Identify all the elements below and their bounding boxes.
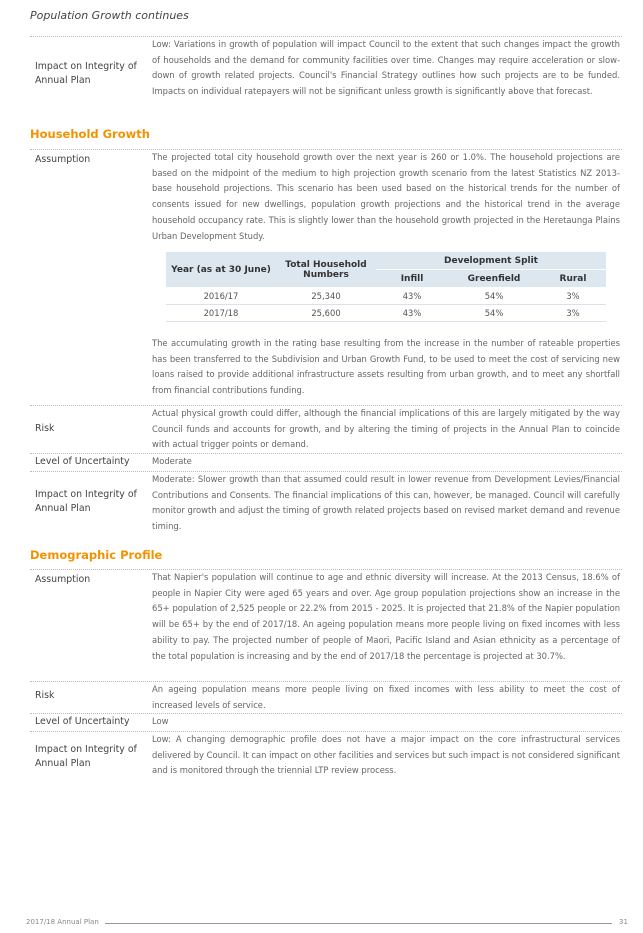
household-impact-row bbox=[30, 471, 622, 538]
demographic-risk-label: Risk bbox=[35, 690, 55, 701]
household-risk-label: Risk bbox=[35, 423, 55, 434]
population-impact-text: Low: Variations in growth of population will impact Council to the extent that such changes impact the growth of households and the demand for community facilities over time. Changes may require acceleration or slow-down of growth related projects. Council's Financial Strategy outlines how such projects are to be funded. Impacts on individual ratepayers will not be significant unless growth is significantly above that forecast. bbox=[152, 39, 620, 97]
cell-year: 2016/17 bbox=[166, 288, 276, 305]
demographic-risk-text: An ageing population means more people living on fixed incomes with less ability to meet the cost of increased levels of service. bbox=[152, 684, 620, 710]
cell-greenfield: 54% bbox=[448, 288, 540, 305]
demographic-profile-title: Demographic Profile bbox=[30, 548, 163, 562]
continues-title: Population Growth continues bbox=[30, 9, 189, 22]
household-impact-text: Moderate: Slower growth than that assumed could result in lower revenue from Development Levies/Financial Contributions and Consents. The financial implications of this can, however, be managed. Council will carefully monitor growth and adjust the timing of growth related projects based on revised market demand and revenue timing. bbox=[152, 474, 620, 532]
demographic-assumption-label: Assumption bbox=[35, 574, 91, 585]
footer-document-name: 2017/18 Annual Plan bbox=[26, 918, 99, 926]
household-uncertainty-text: Moderate bbox=[152, 456, 192, 466]
col-rural-header: Rural bbox=[540, 270, 606, 288]
col-infill-header: Infill bbox=[376, 270, 448, 288]
cell-greenfield: 54% bbox=[448, 305, 540, 322]
household-after-table-text: The accumulating growth in the rating base resulting from the increase in the number of rateable properties has been transferred to the Subdivision and Urban Growth Fund, to be used to meet the cost of servicing new loans raised to provide additional infrastructure assets resulting from urban growth, and to meet any shortfall from financial contributions funding. bbox=[152, 338, 620, 396]
demographic-assumption-text: That Napier's population will continue to age and ethnic diversity will increase. At the 2013 Census, 18.6% of people in Napier City were aged 65 years and over. Age group population projections show an increase in the 65+ population of 2,525 people or 22.2% from 2015 - 2025. It is projected that 21.8% of the Napier population will be 65+ by the end of 2017/18. An ageing population means more people living on fixed incomes with less ability to pay. The projected number of people of Maori, Pacific Island and Asian ethnicity as a percentage of the total population is increasing and by the end of 2017/18 the percentage is projected at 30.7%. bbox=[152, 572, 620, 661]
household-growth-title: Household Growth bbox=[30, 127, 150, 141]
household-uncertainty-label: Level of Uncertainty bbox=[35, 456, 130, 467]
demographic-uncertainty-text: Low bbox=[152, 716, 169, 726]
demographic-assumption-row bbox=[30, 569, 622, 682]
col-total-header: Total Household Numbers bbox=[276, 252, 376, 288]
cell-total: 25,340 bbox=[276, 288, 376, 305]
table-row bbox=[166, 305, 606, 322]
col-greenfield-header: Greenfield bbox=[448, 270, 540, 288]
page-number: 31 bbox=[619, 918, 628, 926]
household-risk-row bbox=[30, 405, 622, 454]
household-risk-text: Actual physical growth could differ, although the financial implications of this are largely mitigated by the way Council funds and accounts for growth, and by altering the timing of projects in the Annual Plan to coincide with actual trigger points or demand. bbox=[152, 408, 620, 450]
population-impact-row bbox=[30, 36, 622, 123]
demographic-uncertainty-row bbox=[30, 713, 622, 732]
cell-year: 2017/18 bbox=[166, 305, 276, 322]
household-assumption-text: The projected total city household growth over the next year is 260 or 1.0%. The household projections are based on the midpoint of the medium to high projection growth scenario from the latest Statistics NZ 2013-base household projections. This scenario has been used based on the historical trends for the number of consents issued for new dwellings, population growth projections and the historical trend in the average household occupancy rate. This is slightly lower than the household growth projected in the Heretaunga Plains Urban Development Study. bbox=[152, 152, 620, 241]
cell-infill: 43% bbox=[376, 305, 448, 322]
cell-total: 25,600 bbox=[276, 305, 376, 322]
demographic-uncertainty-label: Level of Uncertainty bbox=[35, 716, 130, 727]
household-impact-label: Impact on Integrity of Annual Plan bbox=[35, 489, 137, 514]
household-projection-table bbox=[166, 252, 606, 322]
cell-infill: 43% bbox=[376, 288, 448, 305]
demographic-impact-text: Low: A changing demographic profile does not have a major impact on the core infrastructural services delivered by Council. It can impact on other facilities and services but such impact is not considered significant and is monitored through the triennial LTP review process. bbox=[152, 734, 620, 776]
household-assumption-label: Assumption bbox=[35, 154, 91, 165]
population-impact-label: Impact on Integrity of Annual Plan bbox=[35, 61, 137, 86]
household-uncertainty-row bbox=[30, 453, 622, 472]
demographic-impact-row bbox=[30, 731, 622, 792]
cell-rural: 3% bbox=[540, 305, 606, 322]
col-year-header: Year (as at 30 June) bbox=[166, 252, 276, 288]
footer-divider bbox=[105, 923, 612, 924]
demographic-impact-label: Impact on Integrity of Annual Plan bbox=[35, 744, 137, 769]
col-split-header: Development Split bbox=[376, 252, 606, 270]
cell-rural: 3% bbox=[540, 288, 606, 305]
demographic-risk-row bbox=[30, 681, 622, 714]
table-row bbox=[166, 288, 606, 305]
